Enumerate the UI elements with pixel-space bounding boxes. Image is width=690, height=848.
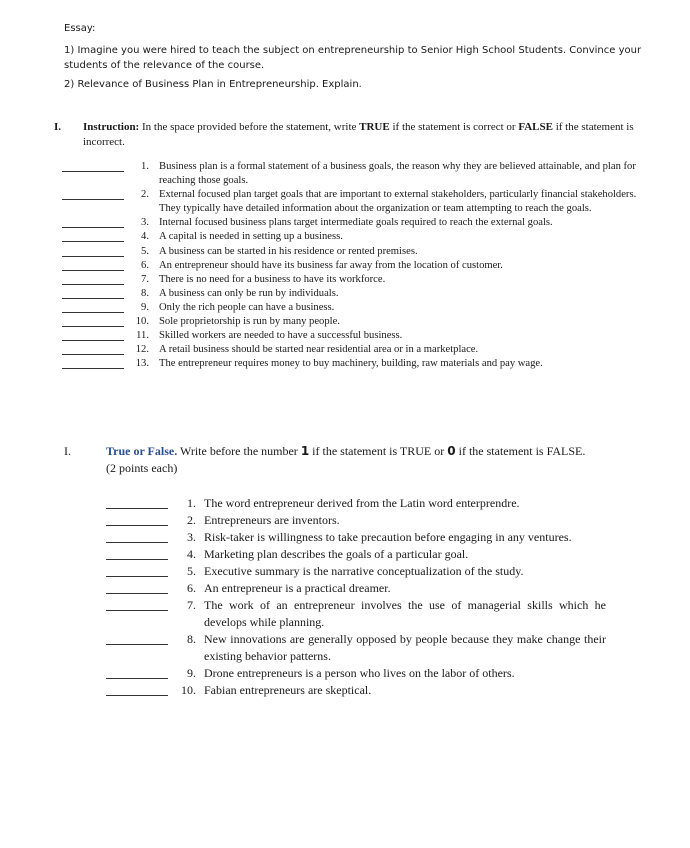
list-item <box>106 563 606 580</box>
item-text: External focused plan target goals that are important to external stakeholders, particularly financial stakeholders. They typically have detailed information about the organization or team attempting to reach the goals. <box>159 189 637 215</box>
item-text: A business can be started in his residence or rented premises. <box>159 245 418 257</box>
one-value: 1 <box>300 444 310 458</box>
instruction-text-a: In the space provided before the statement, write <box>139 121 360 133</box>
answer-blank[interactable] <box>106 665 168 679</box>
item-text: Internal focused business plans target intermediate goals required to reach the external goals. <box>159 217 553 229</box>
item-number: 2. <box>187 513 196 527</box>
item-text: Drone entrepreneurs is a person who lives on the labor of others. <box>204 666 515 680</box>
item-text: Business plan is a formal statement of a business goals, the reason why they are believed attainable, and plan for reaching those goals. <box>159 161 636 187</box>
list-item <box>106 682 606 699</box>
answer-blank[interactable] <box>62 315 124 327</box>
item-number: 9. <box>141 301 149 313</box>
essay-question-2: 2) Relevance of Business Plan in Entrepreneurship. Explain. <box>64 79 362 90</box>
answer-blank[interactable] <box>62 301 124 313</box>
item-text: A business can only be run by individuals. <box>159 287 339 299</box>
list-item <box>106 495 606 512</box>
section2-roman: I. <box>64 444 71 458</box>
item-number: 5. <box>141 245 149 257</box>
item-number: 9. <box>187 666 196 680</box>
item-text: Sole proprietorship is run by many people. <box>159 316 340 328</box>
item-number: 4. <box>141 231 149 243</box>
item-text: There is no need for a business to have its workforce. <box>159 273 386 285</box>
false-word: FALSE <box>518 121 553 133</box>
section1-roman: I. <box>54 121 62 133</box>
item-number: 1. <box>141 161 149 172</box>
answer-blank[interactable] <box>106 512 168 526</box>
list-item <box>62 188 652 216</box>
item-number: 10. <box>181 683 196 697</box>
list-item <box>62 315 652 329</box>
instruction-text-b: if the statement is TRUE or <box>309 444 448 458</box>
item-text: The work of an entrepreneur involves the use of managerial skills which he develops while planning. <box>204 598 606 629</box>
section2-instruction <box>106 443 586 477</box>
list-item <box>62 216 652 230</box>
item-number: 3. <box>141 217 149 229</box>
item-number: 3. <box>187 530 196 544</box>
answer-blank[interactable] <box>106 546 168 560</box>
instruction-label: Instruction: <box>83 121 140 133</box>
essay-title: Essay: <box>64 23 96 34</box>
list-item <box>106 597 606 631</box>
instruction-text-a: Write before the number <box>177 444 301 458</box>
section1-items <box>62 160 652 371</box>
answer-blank[interactable] <box>62 287 124 299</box>
list-item <box>62 329 652 343</box>
item-number: 4. <box>187 547 196 561</box>
item-text: Only the rich people can have a business. <box>159 301 335 313</box>
item-number: 6. <box>187 581 196 595</box>
section2-items <box>106 495 606 699</box>
item-number: 12. <box>135 344 149 356</box>
item-number: 13. <box>135 358 149 370</box>
item-number: 5. <box>187 564 196 578</box>
list-item <box>62 343 652 357</box>
list-item <box>62 230 652 244</box>
instruction-text-c: if the statement is FALSE. (2 points each) <box>106 444 586 475</box>
answer-blank[interactable] <box>106 495 168 509</box>
list-item <box>106 631 606 665</box>
item-text: A capital is needed in setting up a business. <box>159 231 343 243</box>
item-text: Executive summary is the narrative conceptualization of the study. <box>204 564 524 578</box>
answer-blank[interactable] <box>62 273 124 285</box>
list-item <box>106 512 606 529</box>
list-item <box>62 245 652 259</box>
item-text: Entrepreneurs are inventors. <box>204 513 340 527</box>
item-number: 8. <box>187 632 196 646</box>
list-item <box>62 273 652 287</box>
item-text: Risk-taker is willingness to take precaution before engaging in any ventures. <box>204 530 572 544</box>
answer-blank[interactable] <box>62 329 124 341</box>
item-text: An entrepreneur is a practical dreamer. <box>204 581 391 595</box>
list-item <box>62 301 652 315</box>
section2-title: True or False. <box>106 444 178 458</box>
answer-blank[interactable] <box>106 529 168 543</box>
list-item <box>62 259 652 273</box>
answer-blank[interactable] <box>106 597 168 611</box>
list-item <box>62 357 652 371</box>
item-number: 7. <box>187 598 196 612</box>
answer-blank[interactable] <box>62 343 124 355</box>
item-number: 7. <box>141 273 149 285</box>
answer-blank[interactable] <box>62 188 124 200</box>
instruction-text-b: if the statement is correct or <box>389 121 519 133</box>
item-number: 1. <box>187 496 196 510</box>
list-item <box>62 160 652 188</box>
answer-blank[interactable] <box>62 230 124 242</box>
item-text: New innovations are generally opposed by people because they make change their existing behavior patterns. <box>204 632 606 663</box>
essay-question-1: 1) Imagine you were hired to teach the subject on entrepreneurship to Senior High School Students. Convince your students of the relevance of the course. <box>64 45 642 71</box>
answer-blank[interactable] <box>62 160 124 172</box>
item-text: Fabian entrepreneurs are skeptical. <box>204 683 372 697</box>
answer-blank[interactable] <box>106 580 168 594</box>
item-number: 10. <box>135 316 149 328</box>
answer-blank[interactable] <box>106 631 168 645</box>
answer-blank[interactable] <box>62 259 124 271</box>
list-item <box>106 529 606 546</box>
list-item <box>106 665 606 682</box>
item-text: Marketing plan describes the goals of a particular goal. <box>204 547 469 561</box>
answer-blank[interactable] <box>62 216 124 228</box>
item-text: Skilled workers are needed to have a successful business. <box>159 330 403 342</box>
item-number: 11. <box>136 330 149 342</box>
answer-blank[interactable] <box>106 682 168 696</box>
list-item <box>106 580 606 597</box>
item-number: 6. <box>141 259 149 271</box>
list-item <box>62 287 652 301</box>
zero-value: 0 <box>447 444 456 458</box>
answer-blank[interactable] <box>106 563 168 577</box>
item-text: The word entrepreneur derived from the Latin word enterprendre. <box>204 496 520 510</box>
item-text: An entrepreneur should have its business far away from the location of customer. <box>159 259 503 271</box>
true-word: TRUE <box>359 121 390 133</box>
instruction-text-c: if the statement is incorrect. <box>83 121 634 148</box>
section1-instruction <box>83 120 643 150</box>
item-text: The entrepreneur requires money to buy machinery, building, raw materials and pay wage. <box>159 358 543 370</box>
item-text: A retail business should be started near residential area or in a marketplace. <box>159 344 479 356</box>
item-number: 2. <box>141 189 149 201</box>
list-item <box>106 546 606 563</box>
item-number: 8. <box>141 287 149 299</box>
answer-blank[interactable] <box>62 245 124 257</box>
answer-blank[interactable] <box>62 357 124 369</box>
